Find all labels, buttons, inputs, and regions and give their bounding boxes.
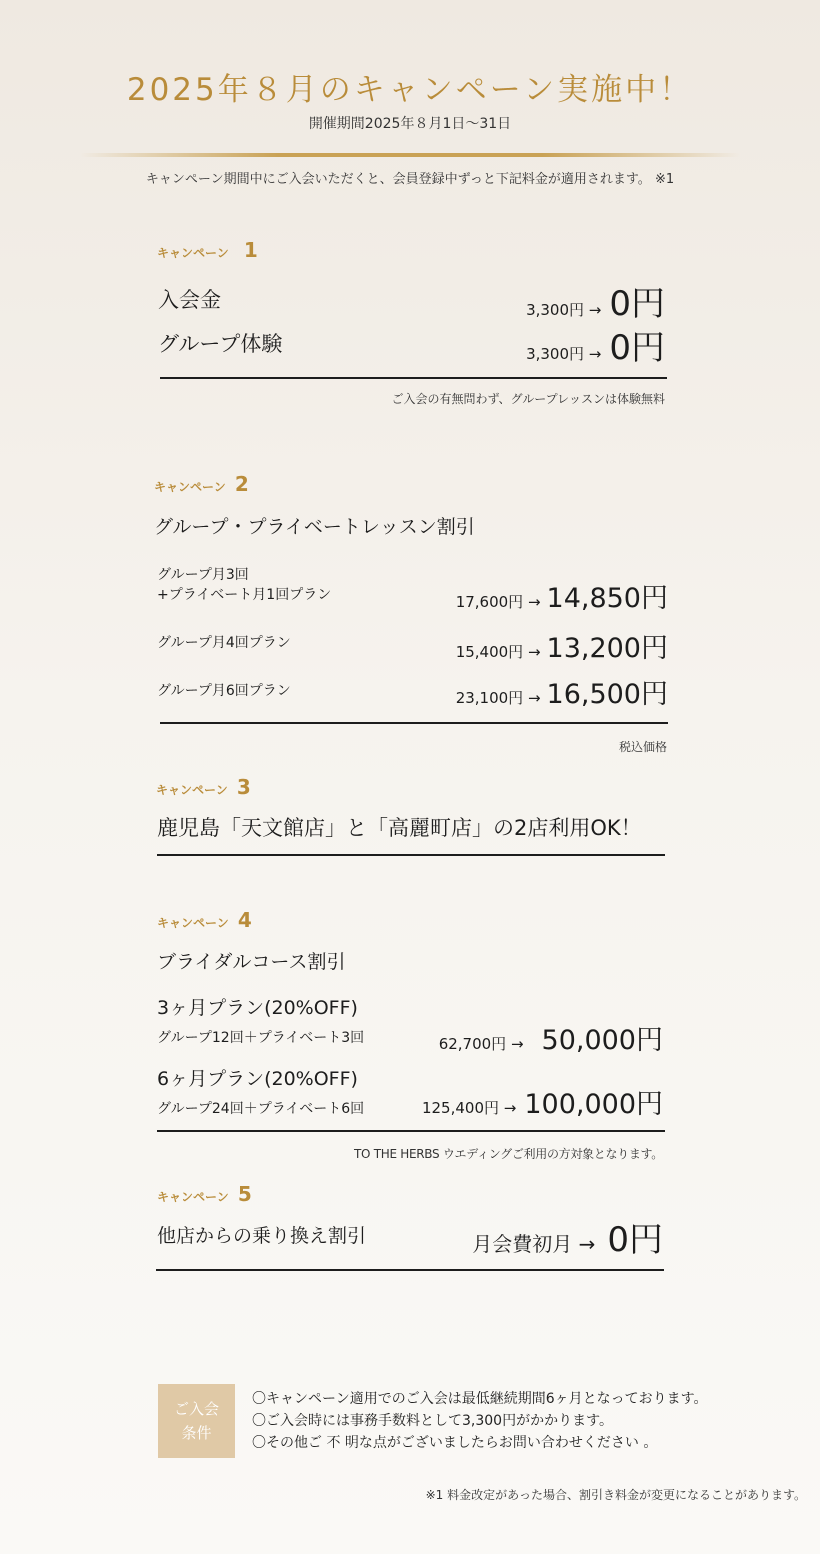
conditions-label-box [158, 1384, 235, 1458]
campaign2-heading [154, 472, 249, 496]
campaign2-row-price [456, 672, 668, 711]
campaign-number: 3 [236, 775, 251, 799]
campaign5-heading [157, 1182, 252, 1206]
campaign2-title: グループ・プライベートレッスン割引 [154, 516, 475, 538]
campaign1-heading [157, 238, 258, 262]
campaign2-note: 税込価格 [618, 740, 667, 754]
campaign-label: キャンペーン [157, 1190, 229, 1204]
campaign1-row-label: グループ体験 [158, 332, 283, 356]
campaign4-heading [157, 908, 252, 932]
campaign2-row-label: グループ月4回プラン [157, 635, 291, 651]
plan-price [422, 1082, 663, 1121]
conditions-list [252, 1388, 708, 1454]
plan-name: 3ヶ月プラン(20%OFF) [157, 997, 358, 1019]
campaign1-row-price [526, 276, 665, 325]
divider [157, 854, 665, 856]
campaign3-heading [156, 775, 251, 799]
price-after: 0円 [607, 1220, 663, 1260]
campaign2-row-label: グループ月6回プラン [157, 683, 291, 699]
plan-line: +プライベート月1回プラン [157, 587, 332, 603]
price-before: 月会費初月 → [472, 1232, 596, 1256]
campaign-number: 2 [234, 472, 249, 496]
divider [156, 1269, 664, 1271]
divider [160, 722, 668, 724]
campaign-label: キャンペーン [157, 916, 229, 930]
price-before: 3,300円 → [526, 301, 602, 319]
price-before: 62,700円 → [438, 1035, 524, 1053]
price-after: 13,200円 [546, 633, 668, 664]
campaign-number: 5 [237, 1182, 252, 1206]
price-after: 16,500円 [546, 679, 668, 710]
campaign2-row-price [456, 626, 668, 665]
plan-detail: グループ24回＋プライベート6回 [157, 1101, 365, 1117]
campaign-label: キャンペーン [156, 783, 228, 797]
plan-name: 6ヶ月プラン(20%OFF) [157, 1068, 358, 1090]
price-before: 15,400円 → [455, 643, 541, 661]
campaign5-title: 他店からの乗り換え割引 [157, 1225, 367, 1247]
price-before: 3,300円 → [526, 345, 602, 363]
price-before: 125,400円 → [421, 1099, 517, 1117]
campaign-number: 4 [237, 908, 252, 932]
plan-detail: グループ12回＋プライベート3回 [157, 1030, 365, 1046]
campaign1-note: ご入会の有無問わず、グループレッスンは体験無料 [391, 392, 665, 406]
campaign5-price [472, 1212, 663, 1261]
price-before: 17,600円 → [455, 593, 541, 611]
divider [157, 1130, 665, 1132]
conditions-label-line: 条件 [181, 1424, 212, 1442]
campaign1-row-label: 入会金 [158, 288, 221, 312]
plan-price [439, 1018, 663, 1057]
condition-item: 〇ご入会時には事務手数料として3,300円がかかります。 [252, 1413, 613, 1429]
price-after: 50,000円 [541, 1025, 663, 1056]
campaign-number: 1 [243, 238, 258, 262]
divider [160, 377, 667, 379]
gold-divider [80, 153, 740, 157]
price-after: 100,000円 [524, 1089, 663, 1120]
price-after: 14,850円 [546, 583, 668, 614]
price-after: 0円 [609, 328, 665, 368]
plan-line: グループ月3回 [157, 567, 249, 583]
campaign4-note: TO THE HERBS ウエディングご利用の方対象となります。 [354, 1147, 663, 1161]
campaign2-row-price [456, 576, 668, 615]
campaign-label: キャンペーン [154, 480, 226, 494]
campaign2-row-label [157, 565, 331, 605]
condition-item: 〇その他ご 不 明な点がございましたらお問い合わせください 。 [252, 1435, 658, 1451]
campaign-label: キャンペーン [157, 246, 229, 260]
conditions-label-line: ご入会 [173, 1400, 219, 1418]
campaign4-title: ブライダルコース割引 [157, 951, 346, 973]
campaign-period: 開催期間2025年８月1日〜31日 [308, 116, 512, 132]
campaign3-title: 鹿児島「天文館店」と「高麗町店」の2店利用OK！ [157, 816, 642, 840]
price-after: 0円 [609, 284, 665, 324]
condition-item: 〇キャンペーン適用でのご入会は最低継続期間6ヶ月となっております。 [252, 1391, 708, 1407]
price-before: 23,100円 → [455, 689, 541, 707]
header-note: キャンペーン期間中にご入会いただくと、会員登録中ずっと下記料金が適用されます。 ※1 [145, 172, 675, 187]
campaign1-row-price [526, 320, 665, 369]
page-title: 2025年８月のキャンペーン実施中！ [126, 72, 694, 108]
footnote: ※1 料金改定があった場合、割引き料金が変更になることがあります。 [425, 1488, 806, 1502]
